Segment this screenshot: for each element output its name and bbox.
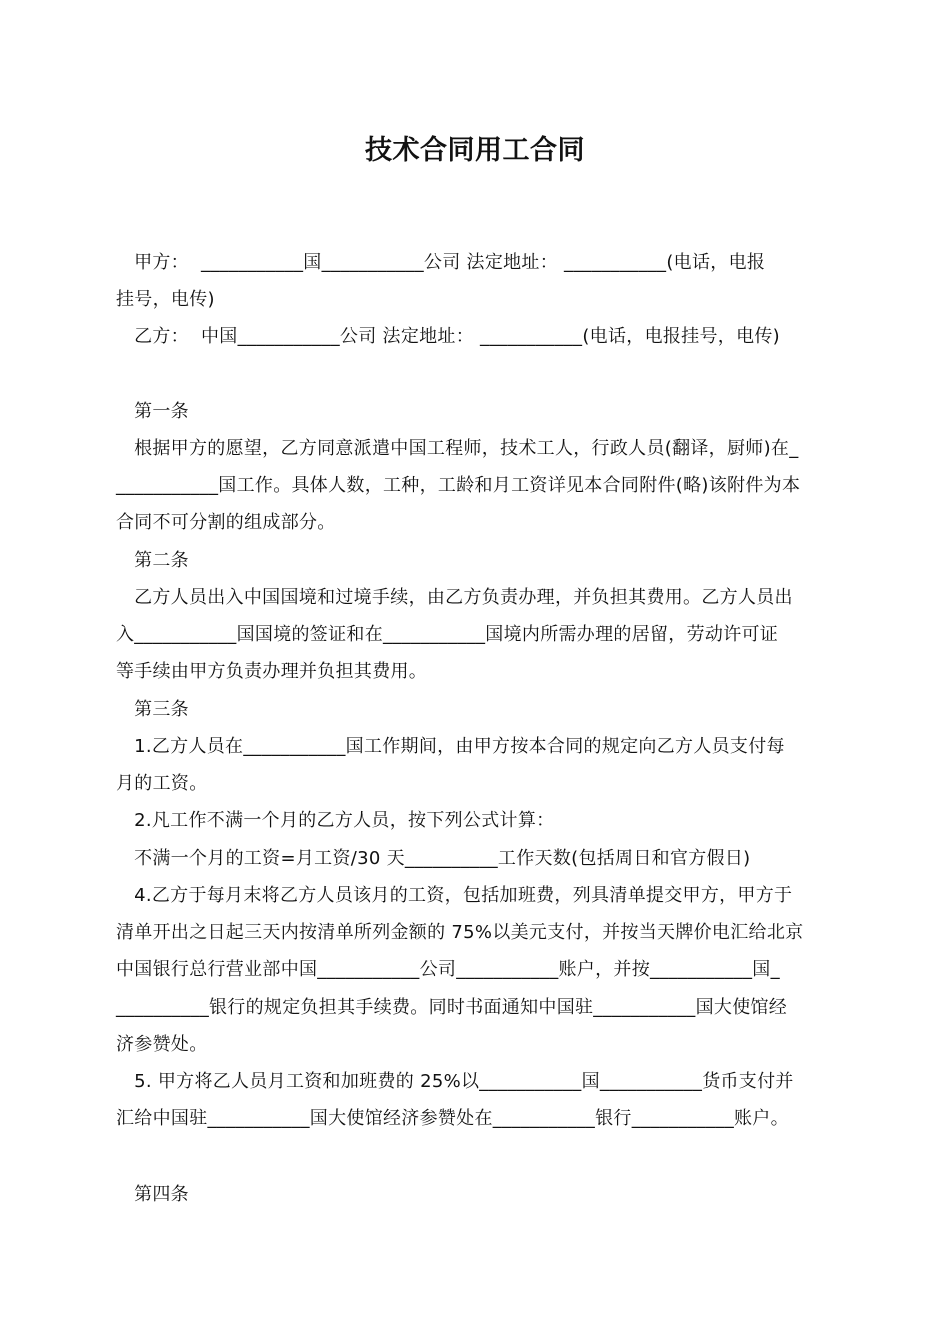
article-2-line-1: 乙方人员出入中国国境和过境手续，由乙方负责办理，并负担其费用。乙方人员出 [116, 587, 793, 608]
party-a-line-1: 甲方： ___________国___________公司 法定地址： ___________(电话，电报 [116, 252, 766, 273]
article-1-heading: 第一条 [116, 401, 189, 422]
article-2-line-3: 等手续由甲方负责办理并负担其费用。 [116, 661, 428, 682]
document-title: 技术合同用工合同 [365, 135, 585, 166]
article-3-item-1-line-2: 月的工资。 [116, 773, 208, 794]
article-3-item-2: 2.凡工作不满一个月的乙方人员，按下列公式计算： [116, 810, 555, 831]
article-3-item-4-line-1: 4.乙方于每月末将乙方人员该月的工资，包括加班费，列具清单提交甲方，甲方于 [116, 885, 793, 906]
article-3-item-4-line-5: 济参赞处。 [116, 1034, 208, 1055]
article-3-item-5-line-1: 5. 甲方将乙人员月工资和加班费的 25%以___________国___________货币支付并 [116, 1071, 794, 1092]
article-3-item-1-line-1: 1.乙方人员在___________国工作期间，由甲方按本合同的规定向乙方人员支付每 [116, 736, 785, 757]
article-3-item-4-line-3: 中国银行总行营业部中国___________公司___________账户，并按___________国_ [116, 959, 780, 980]
article-1-line-2: ___________国工作。具体人数，工种，工龄和月工资详见本合同附件(略)该附件为本 [116, 475, 801, 496]
party-b-line: 乙方： 中国___________公司 法定地址： ___________(电话，电报挂号，电传) [116, 326, 780, 347]
article-2-heading: 第二条 [116, 550, 189, 571]
article-1-line-3: 合同不可分割的组成部分。 [116, 512, 336, 533]
article-4-heading: 第四条 [116, 1184, 189, 1205]
article-2-line-2: 入___________国国境的签证和在___________国境内所需办理的居留，劳动许可证 [116, 624, 779, 645]
article-3-heading: 第三条 [116, 699, 189, 720]
article-3-item-4-line-4: __________银行的规定负担其手续费。同时书面通知中国驻___________国大使馆经 [116, 997, 788, 1018]
article-3-item-5-line-2: 汇给中国驻___________国大使馆经济参赞处在___________银行___________账户。 [116, 1108, 789, 1129]
article-3-formula: 不满一个月的工资=月工资/30 天__________工作天数(包括周日和官方假日) [116, 848, 751, 869]
party-a-line-2: 挂号，电传) [116, 289, 215, 310]
article-3-item-4-line-2: 清单开出之日起三天内按清单所列金额的 75%以美元支付，并按当天牌价电汇给北京 [116, 922, 804, 943]
article-1-line-1: 根据甲方的愿望，乙方同意派遣中国工程师，技术工人，行政人员(翻译，厨师)在_ [116, 438, 799, 459]
